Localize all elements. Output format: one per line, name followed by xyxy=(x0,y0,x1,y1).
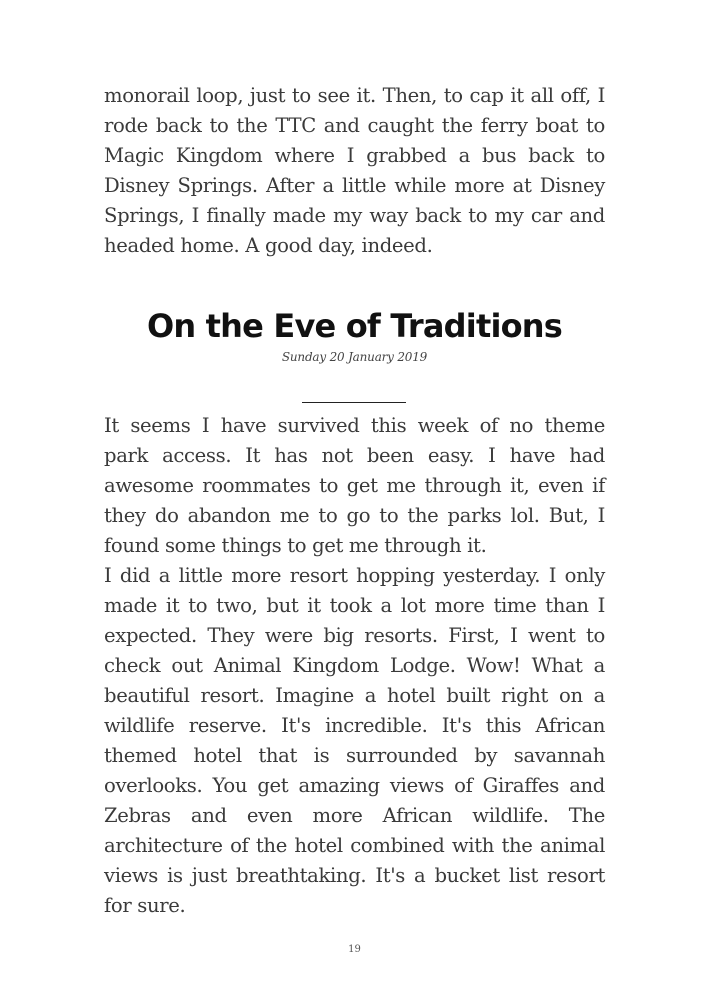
entry-title: On the Eve of Traditions xyxy=(146,307,563,345)
entry-body xyxy=(104,411,605,921)
previous-entry-continuation xyxy=(104,81,605,261)
body-paragraph: It seems I have survived this week of no theme park access. It has not been easy. I have had awesome roommates to get me through it, even if they do abandon me to go to the parks lol. But, I found some things to get me through it. xyxy=(104,414,605,557)
body-paragraph: I did a little more resort hopping yesterday. I only made it to two, but it took a lot more time than I expected. They were big resorts. First, I went to check out Animal Kingdom Lodge. Wow! What a beautiful resort. Imagine a hotel built right on a wildlife reserve. It's incredible. It's this African themed hotel that is surrounded by savannah overlooks. You get amazing views of Giraffes and Zebras and even more African wildlife. The architecture of the hotel combined with the animal views is just breathtaking. It's a bucket list resort for sure. xyxy=(104,564,605,917)
page-number: 19 xyxy=(348,944,361,955)
entry-date: Sunday 20 January 2019 xyxy=(281,350,428,364)
continuation-paragraph: monorail loop, just to see it. Then, to cap it all off, I rode back to the TTC and caught the ferry boat to Magic Kingdom where I grabbed a bus back to Disney Springs. After a little while more at Disney Springs, I finally made my way back to my car and headed home. A good day, indeed. xyxy=(104,84,605,257)
section-divider xyxy=(302,402,406,403)
